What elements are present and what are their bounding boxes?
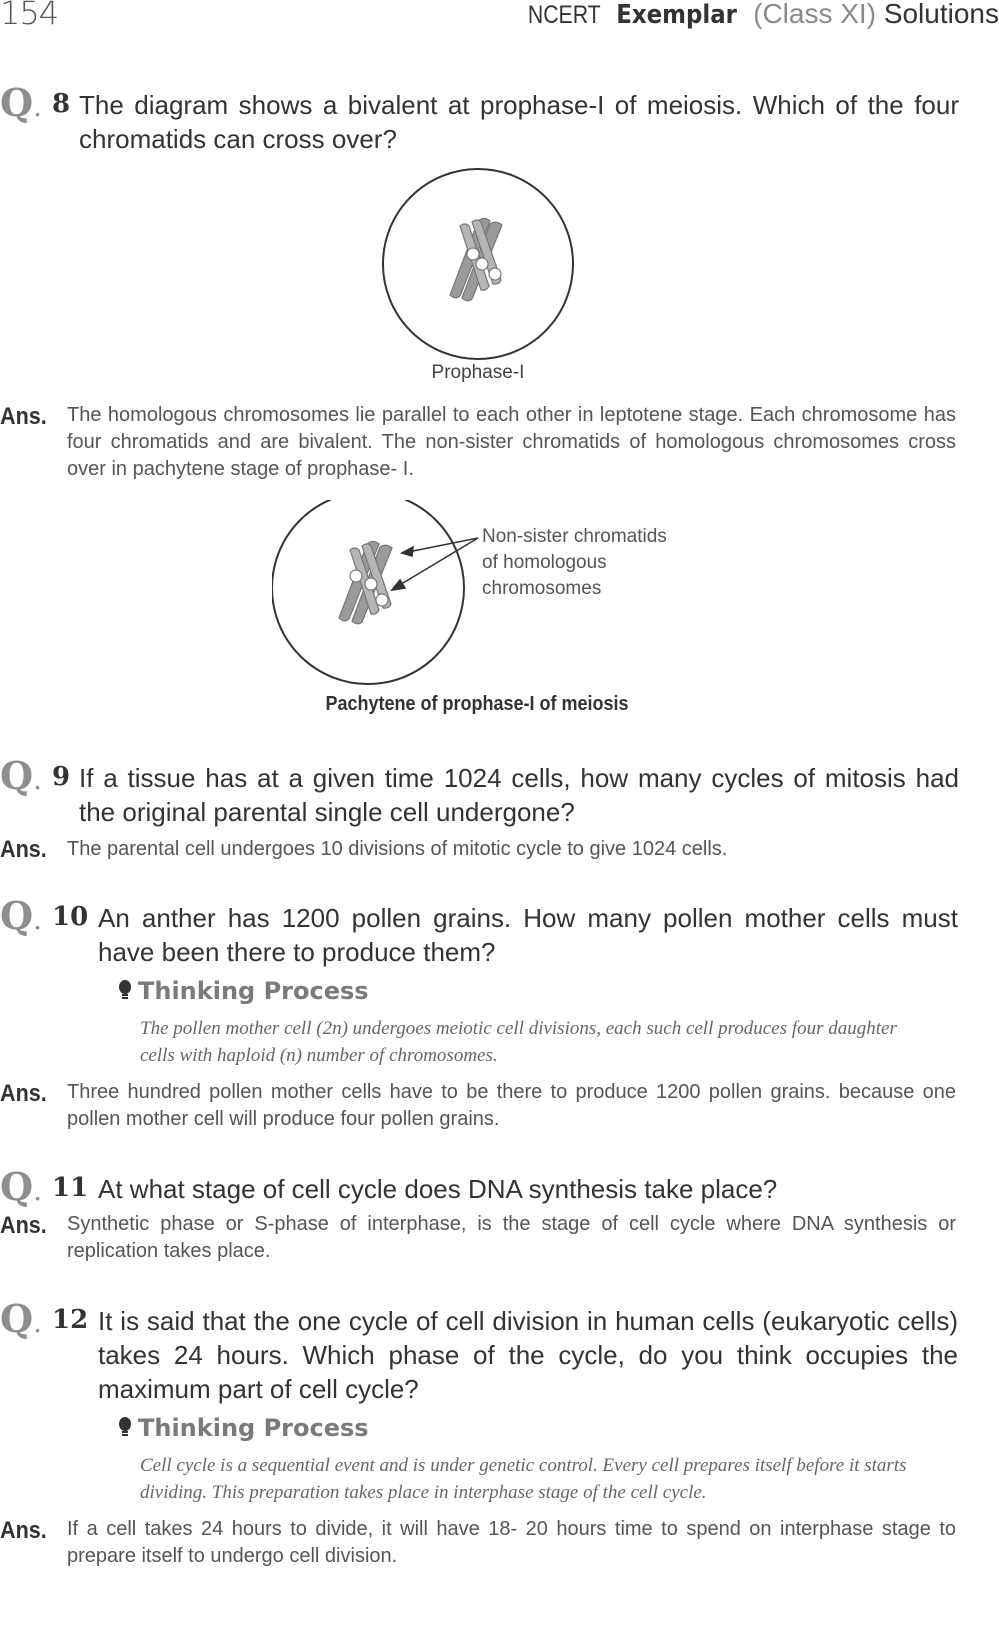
question-text: It is said that the one cycle of cell division in human cells (eukaryotic cells) takes 24 hours. Which phase of the cycle, do you think occupies the maximum part of cell cycle? [98, 1306, 958, 1404]
question-10-marker: Q. [0, 893, 43, 938]
question-number: 8 [52, 89, 71, 119]
answer-text: Three hundred pollen mother cells have to be there to produce 1200 pollen grains. because one pollen mother cell will produce four pollen grains. [67, 1081, 956, 1130]
answer-label: Ans. [0, 403, 47, 430]
question-8-marker: Q. [0, 80, 43, 125]
question-text: An anther has 1200 pollen grains. How many pollen mother cells must have been there to produce them? [98, 903, 958, 967]
question-12-marker: Q. [0, 1296, 43, 1341]
question-text: At what stage of cell cycle does DNA synthesis take place? [98, 1174, 778, 1204]
question-text: If a tissue has at a given time 1024 cells, how many cycles of mitosis had the original parental single cell undergone? [79, 763, 959, 827]
header-ncert: NCERT [527, 1, 601, 29]
answer-label: Ans. [0, 1517, 47, 1544]
answer-text: If a cell takes 24 hours to divide, it will have 18- 20 hours time to spend on interphase stage to prepare itself to undergo cell division. [67, 1518, 956, 1567]
question-11-marker: Q. [0, 1164, 43, 1209]
thinking-process-text: The pollen mother cell (2n) undergoes meiotic cell divisions, each such cell produces four daughter cells with haploid (n) number of chromosomes. [140, 1018, 897, 1066]
question-number: 12 [52, 1305, 89, 1335]
figure-caption: Pachytene of prophase-I of meiosis [325, 693, 629, 715]
figure-caption: Prophase-I [431, 362, 525, 383]
page-number: 154 [0, 0, 59, 32]
question-number: 9 [52, 762, 71, 792]
answer-label: Ans. [0, 836, 47, 863]
answer-label: Ans. [0, 1212, 47, 1239]
question-number: 11 [52, 1173, 89, 1203]
thinking-process-heading: Thinking Process [118, 1414, 369, 1442]
chromatid-annotation: Non-sister chromatids of homologous chromosomes [482, 526, 667, 599]
running-header [515, 0, 999, 30]
prophase-diagram [380, 166, 576, 362]
lightbulb-icon [118, 1417, 132, 1439]
thinking-process-heading: Thinking Process [118, 977, 369, 1005]
question-number: 10 [52, 902, 89, 932]
header-solutions: Solutions [883, 0, 999, 29]
answer-text: The homologous chromosomes lie parallel to each other in leptotene stage. Each chromosome has four chromatids and are bivalent. The non-sister chromatids of homologous chromosomes cross over in pachytene stage of prophase- I. [67, 404, 956, 480]
header-exemplar: Exemplar [616, 0, 738, 30]
q-mark: Q [0, 80, 34, 125]
thinking-process-text: Cell cycle is a sequential event and is under genetic control. Every cell prepares itself before it starts dividing. This preparation takes place in interphase stage of the cell cycle. [140, 1455, 907, 1503]
answer-text: The parental cell undergoes 10 divisions of mitotic cycle to give 1024 cells. [67, 838, 728, 860]
answer-label: Ans. [0, 1080, 47, 1107]
answer-text: Synthetic phase or S-phase of interphase, is the stage of cell cycle where DNA synthesis or replication takes place. [67, 1213, 956, 1262]
header-class: (Class XI) [753, 0, 877, 29]
question-text: The diagram shows a bivalent at prophase-I of meiosis. Which of the four chromatids can cross over? [79, 90, 959, 154]
pointer-arrows [392, 538, 478, 590]
lightbulb-icon [118, 980, 132, 1002]
question-9-marker: Q. [0, 753, 43, 798]
